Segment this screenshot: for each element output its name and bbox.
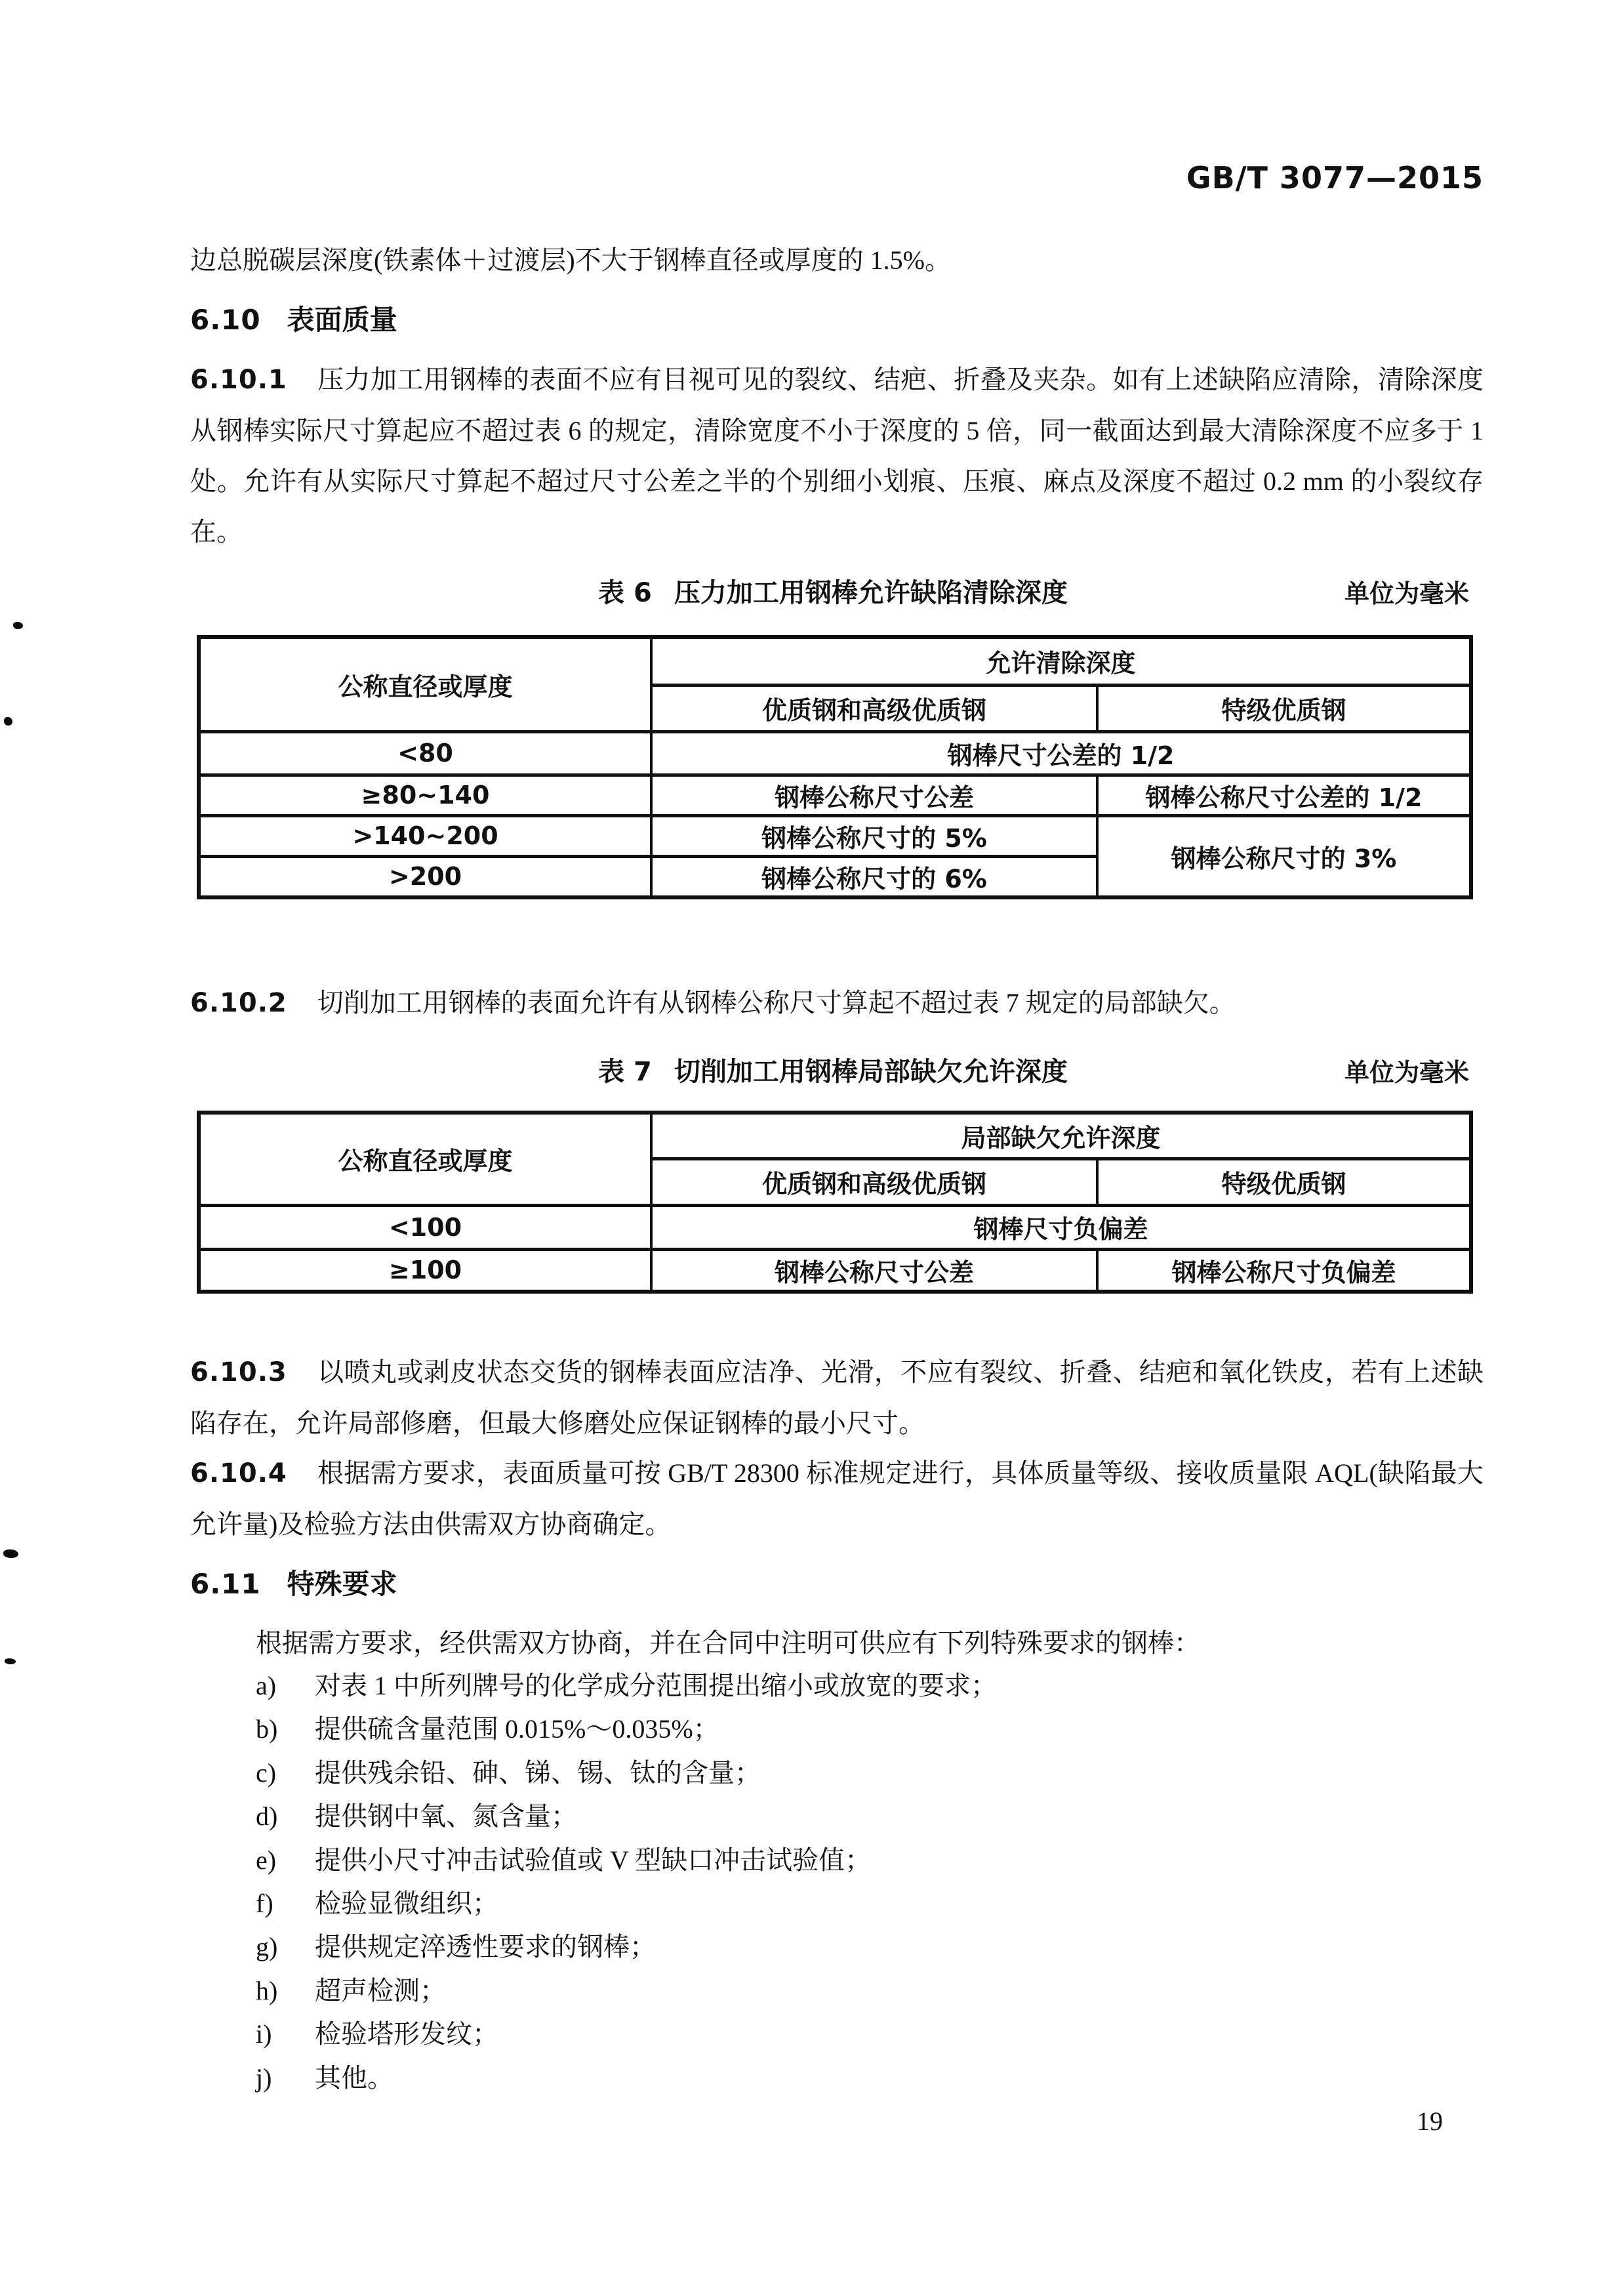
list-item: [256, 2062, 1489, 2106]
list-item: [256, 1975, 1489, 2019]
section-number: 6.10.4: [190, 1458, 287, 1488]
list-item-label: j): [256, 2062, 272, 2093]
list-item-text: 对表 1 中所列牌号的化学成分范围提出缩小或放宽的要求；: [315, 1671, 997, 1700]
paragraph-text: 以喷丸或剥皮状态交货的钢棒表面应洁净、光滑，不应有裂纹、折叠、结疤和氧化铁皮，若有上述缺陷存在，允许局部修磨，但最大修磨处应保证钢棒的最小尺寸。: [190, 1357, 1484, 1438]
list-item-text: 提供小尺寸冲击试验值或 V 型缺口冲击试验值；: [315, 1845, 872, 1875]
table6-cell-quality: 钢棒公称尺寸的 6%: [651, 856, 1097, 897]
paragraph-text: 压力加工用钢棒的表面不应有目视可见的裂纹、结疤、折叠及夹杂。如有上述缺陷应清除，清除深度从钢棒实际尺寸算起应不超过表 6 的规定，清除宽度不小于深度的 5 倍，同一截面达到最大清除深度不应多于 1 处。允许有从实际尺寸算起不超过尺寸公差之半的个别细小划痕、压痕、麻点及深度不超过 0.2 mm 的小裂纹存在。: [190, 365, 1484, 546]
scan-artifact-dot: [13, 622, 23, 629]
list-item-label: a): [256, 1671, 277, 1700]
table7-cell-merged: 钢棒尺寸负偏差: [651, 1205, 1471, 1249]
list-item-text: 提供钢中氧、氮含量；: [315, 1801, 577, 1832]
section-number: 6.10.1: [190, 365, 287, 395]
list-item-label: b): [256, 1714, 278, 1744]
list-item-text: 检验塔形发纹；: [315, 2019, 498, 2049]
table6-cell-size: ≥80~140: [199, 775, 651, 815]
section-title: 表面质量: [287, 304, 397, 336]
table6-caption-title: 压力加工用钢棒允许缺陷清除深度: [674, 578, 1068, 608]
list-item-text: 提供规定淬透性要求的钢棒；: [315, 1932, 656, 1962]
list-item: [256, 1670, 1489, 1713]
paragraph-text: 边总脱碳层深度(铁素体＋过渡层)不大于钢棒直径或厚度的 1.5%。: [190, 245, 951, 275]
table6-cell-special: 钢棒公称尺寸公差的 1/2: [1097, 775, 1471, 815]
standard-code: GB/T 3077—2015: [1186, 160, 1484, 195]
table6-caption: [197, 572, 1469, 609]
section-heading-6-11: [190, 1563, 397, 1602]
table6-header-size: 公称直径或厚度: [199, 637, 651, 731]
table7-unit-note: 单位为毫米: [1344, 1058, 1469, 1087]
list-item-text: 超声检测；: [315, 1975, 446, 2005]
table7-cell-size: <100: [199, 1205, 651, 1249]
section-number: 6.10: [190, 304, 261, 336]
list-item-label: c): [256, 1757, 277, 1788]
table7-caption-label: 表 7: [598, 1057, 652, 1087]
list-item-text: 提供硫含量范围 0.015%～0.035%；: [315, 1714, 719, 1744]
table6-cell-special-merged: 钢棒公称尺寸的 3%: [1097, 815, 1471, 897]
list-item-text: 提供残余铅、砷、锑、锡、钛的含量；: [315, 1757, 761, 1788]
list-item-label: f): [256, 1888, 273, 1918]
table7-cell-size: ≥100: [199, 1249, 651, 1292]
table7-cell-quality: 钢棒公称尺寸公差: [651, 1249, 1097, 1292]
scan-artifact-dot: [3, 1549, 18, 1558]
list-item: [256, 1757, 1489, 1801]
list-item-text: 检验显微组织；: [315, 1888, 498, 1918]
table6-unit-note: 单位为毫米: [1344, 579, 1469, 608]
scan-artifact-dot: [5, 1658, 16, 1664]
table7-caption: [197, 1051, 1469, 1088]
section-number: 6.10.2: [190, 988, 287, 1018]
table7-header-group: 局部缺欠允许深度: [651, 1113, 1471, 1158]
special-requirements-list: [256, 1670, 1489, 2106]
paragraph-6-10-1: [190, 354, 1484, 557]
section-number: 6.10.3: [190, 1357, 287, 1387]
table6-caption-label: 表 6: [598, 578, 652, 608]
page-number: 19: [1417, 2106, 1443, 2136]
table7-header-quality: 优质钢和高级优质钢: [651, 1158, 1097, 1205]
paragraph-text: 根据需方要求，经供需双方协商，并在合同中注明可供应有下列特殊要求的钢棒：: [256, 1628, 1200, 1658]
table7-header-size: 公称直径或厚度: [199, 1113, 651, 1205]
table6-cell-quality: 钢棒公称尺寸的 5%: [651, 815, 1097, 856]
paragraph-text: 切削加工用钢棒的表面允许有从钢棒公称尺寸算起不超过表 7 规定的局部缺欠。: [317, 988, 1236, 1017]
paragraph-text: 根据需方要求，表面质量可按 GB/T 28300 标准规定进行，具体质量等级、接收质量限 AQL(缺陷最大允许量)及检验方法由供需双方协商确定。: [190, 1458, 1484, 1539]
paragraph-6-10-2: [190, 977, 1484, 1029]
list-item-text: 其他。: [315, 2062, 394, 2093]
table6: [197, 635, 1473, 899]
table6-header-special: 特级优质钢: [1097, 685, 1471, 731]
list-item: [256, 1845, 1489, 1888]
table7-header-special: 特级优质钢: [1097, 1158, 1471, 1205]
list-item-label: e): [256, 1845, 277, 1875]
table6-cell-quality: 钢棒公称尺寸公差: [651, 775, 1097, 815]
list-item-label: g): [256, 1932, 278, 1962]
section-number: 6.11: [190, 1568, 261, 1600]
table6-cell-size: >200: [199, 856, 651, 897]
table6-cell-size: <80: [199, 731, 651, 775]
table7-caption-row: [197, 1051, 1469, 1087]
list-item: [256, 1713, 1489, 1757]
paragraph-6-11-lead: [256, 1618, 1489, 1668]
list-item: [256, 1931, 1489, 1975]
list-item: [256, 1801, 1489, 1844]
list-item-label: h): [256, 1975, 278, 2005]
paragraph-decarburization: [190, 235, 1484, 285]
list-item: [256, 1888, 1489, 1931]
list-item-label: i): [256, 2019, 272, 2049]
scan-artifact-dot: [4, 717, 12, 726]
table6-cell-size: >140~200: [199, 815, 651, 856]
table7: [197, 1111, 1473, 1294]
section-title: 特殊要求: [287, 1568, 397, 1600]
table6-header-quality: 优质钢和高级优质钢: [651, 685, 1097, 731]
paragraph-6-10-4: [190, 1448, 1484, 1549]
table6-caption-row: [197, 572, 1469, 608]
section-heading-6-10: [190, 298, 397, 338]
list-item-label: d): [256, 1801, 278, 1832]
paragraph-6-10-3: [190, 1347, 1484, 1448]
table7-cell-special: 钢棒公称尺寸负偏差: [1097, 1249, 1471, 1292]
list-item: [256, 2019, 1489, 2062]
table6-header-group: 允许清除深度: [651, 637, 1471, 685]
table6-cell-merged: 钢棒尺寸公差的 1/2: [651, 731, 1471, 775]
table7-caption-title: 切削加工用钢棒局部缺欠允许深度: [674, 1057, 1068, 1087]
